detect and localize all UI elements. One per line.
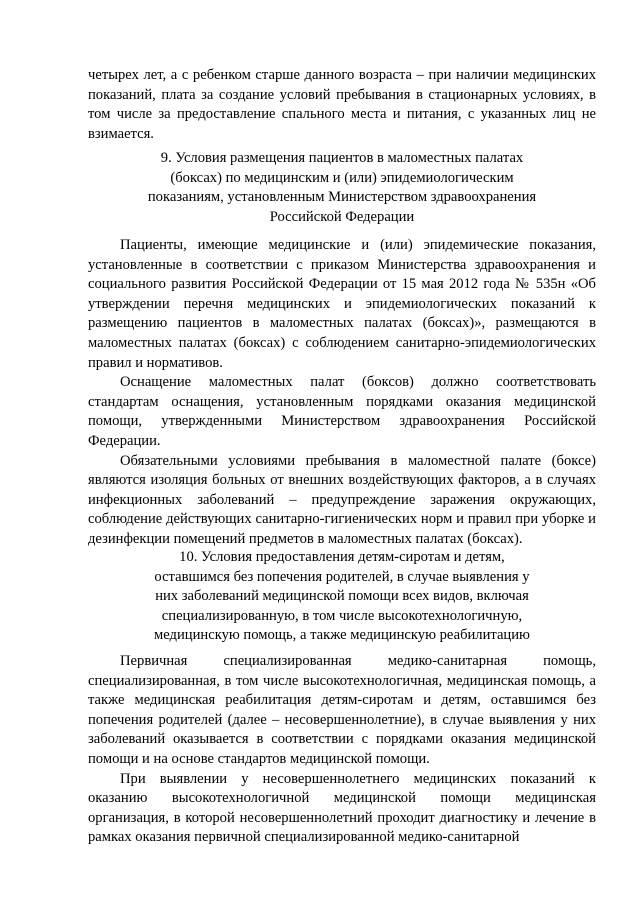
section-9-paragraph: Обязательными условиями пребывания в маломестной палате (боксе) являются изоляция больных от внешних воздействующих факторов, а в случаях инфекционных заболеваний – предупреждение заражения окружающих, соблюдение действующих санитарно-гигиенических норм и правил при уборке и дезинфекции помещений предметов в маломестных палатах (боксах). xyxy=(88,452,596,547)
section-9-paragraph: Пациенты, имеющие медицинские и (или) эпидемические показания, установленные в соответствии с приказом Министерства здравоохранения и социального развития Российской Федерации от 15 мая 2012 года № 535н «Об утверждении перечня медицинских и эпидемиологических показаний к размещению пациентов в маломестных палатах (боксах)», размещаются в маломестных палатах (боксах) с соблюдением санитарно-эпидемиологических правил и нормативов. xyxy=(88,237,596,371)
section-10-paragraph: При выявлении у несовершеннолетнего медицинских показаний к оказанию высокотехнологичной медицинской помощи медицинская организация, в которой несовершеннолетний проходит диагностику и лечение в рамках оказания первичной специализированной медико-санитарной xyxy=(88,770,596,846)
section-9-heading: 9. Условия размещения пациентов в маломестных палатах (боксах) по медицинским и (или) эпидемиологическим показаниям, установленным Министерством здравоохранения Российской Федерации xyxy=(147,150,537,225)
section-9-body xyxy=(88,236,596,550)
section-10-body xyxy=(88,652,596,848)
section-10-paragraph: Первичная специализированная медико-санитарная помощь, специализированная, в том числе высокотехнологичная, медицинская помощь, а также медицинская реабилитация детям-сиротам и детям, оставшимся без попечения родителей (далее – несовершеннолетние), в случае выявления у них заболеваний оказывается в соответствии с порядками оказания медицинской помощи и на основе стандартов медицинской помощи. xyxy=(88,653,596,767)
section-9-paragraph: Оснащение маломестных палат (боксов) должно соответствовать стандартам оснащения, установленным порядками оказания медицинской помощи, утвержденными Министерством здравоохранения Российской Федерации. xyxy=(88,374,596,449)
continuation-paragraph: четырех лет, а с ребенком старше данного возраста – при наличии медицинских показаний, плата за создание условий пребывания в стационарных условиях, в том числе за предоставление спального места и питания, с указанных лиц не взимается. xyxy=(88,67,596,142)
section-10-heading: 10. Условия предоставления детям-сиротам и детям, оставшимся без попечения родителей, в случае выявления у них заболеваний медицинской помощи всех видов, включая специализированную, в том числе высокотехнологичную, медицинскую помощь, а также медицинскую реабилитацию xyxy=(154,549,530,644)
